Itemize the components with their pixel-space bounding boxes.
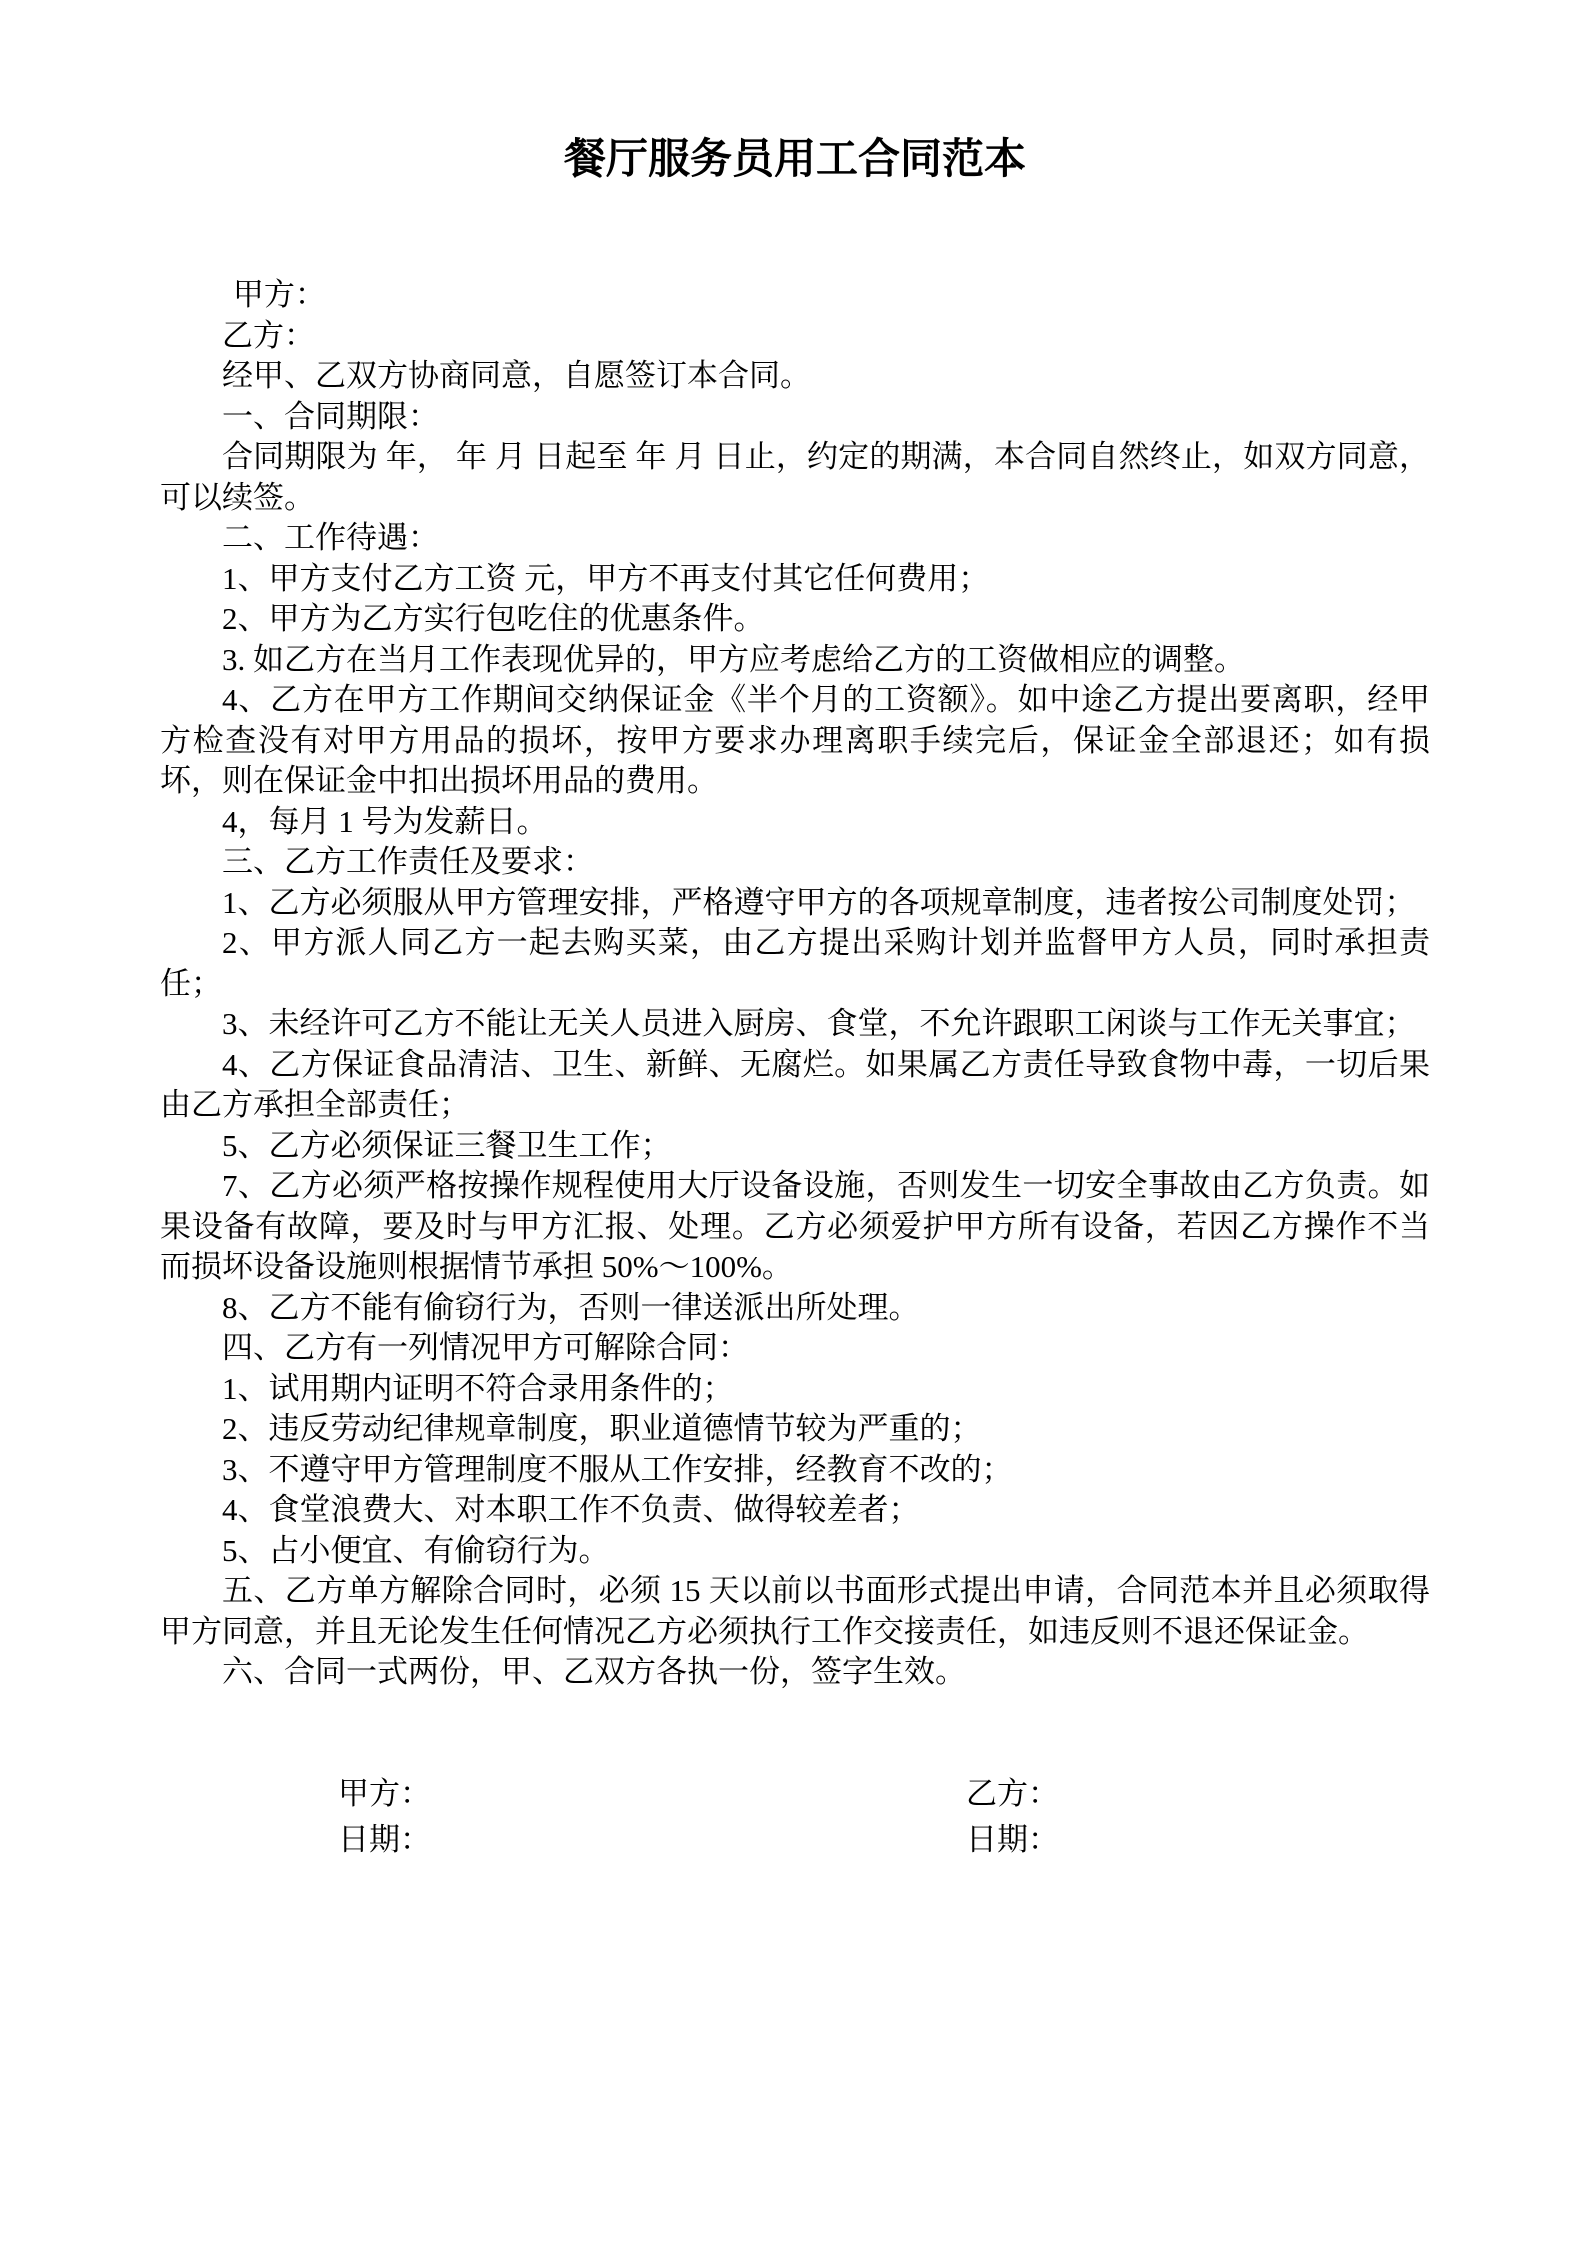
pay-clause-4-deposit: 4、乙方在甲方工作期间交纳保证金《半个月的工资额》。如中途乙方提出要离职，经甲方检查没有对甲方用品的损坏，按甲方要求办理离职手续完后，保证金全部退还；如有损坏，则在保证金中扣出损坏用品的费用。 xyxy=(160,682,1430,798)
duty-clause-3: 3、未经许可乙方不能让无关人员进入厨房、食堂，不允许跟职工闲谈与工作无关事宜； xyxy=(222,1006,1416,1041)
signature-row-dates xyxy=(160,1817,1430,1863)
section-1-term-body: 合同期限为 年， 年 月 日起至 年 月 日止，约定的期满，本合同自然终止，如双方同意，可以续签。 xyxy=(160,439,1430,515)
page-title: 餐厅服务员用工合同范本 xyxy=(563,137,1026,183)
party-b-signature-label: 乙方： xyxy=(966,1775,1059,1811)
duty-clause-2: 2、甲方派人同乙方一起去购买菜，由乙方提出采购计划并监督甲方人员，同时承担责任； xyxy=(160,925,1430,1001)
pay-clause-1: 1、甲方支付乙方工资 元，甲方不再支付其它任何费用； xyxy=(222,560,990,596)
section-6-copies-clause: 六、合同一式两份，甲、乙双方各执一份，签字生效。 xyxy=(222,1654,966,1689)
termination-clause-4: 4、食堂浪费大、对本职工作不负责、做得较差者； xyxy=(222,1492,920,1527)
termination-clause-1: 1、试用期内证明不符合录用条件的； xyxy=(222,1370,734,1406)
section-2-pay-heading: 二、工作待遇： xyxy=(222,520,439,555)
duty-clause-5: 5、乙方必须保证三餐卫生工作； xyxy=(222,1127,672,1163)
section-3-duty-heading: 三、乙方工作责任及要求： xyxy=(222,844,594,879)
section-5-resignation-clause: 五、乙方单方解除合同时，必须 15 天以前以书面形式提出申请，合同范本并且必须取得甲方同意，并且无论发生任何情况乙方必须执行工作交接责任，如违反则不退还保证金。 xyxy=(160,1573,1430,1649)
termination-clause-2: 2、违反劳动纪律规章制度，职业道德情节较为严重的； xyxy=(222,1411,982,1446)
signature-block xyxy=(160,1771,1430,1863)
party-a-signature-label: 甲方： xyxy=(338,1775,431,1811)
section-1-term-heading: 一、合同期限： xyxy=(222,398,439,434)
pay-clause-payday: 4，每月 1 号为发薪日。 xyxy=(222,803,548,839)
party-b-label-line: 乙方： xyxy=(222,317,315,353)
duty-clause-1: 1、乙方必须服从甲方管理安排，严格遵守甲方的各项规章制度，违者按公司制度处罚； xyxy=(222,884,1416,920)
duty-clause-4: 4、乙方保证食品清洁、卫生、新鲜、无腐烂。如果属乙方责任导致食物中毒，一切后果由乙方承担全部责任； xyxy=(160,1046,1430,1122)
section-4-termination-heading: 四、乙方有一列情况甲方可解除合同： xyxy=(222,1330,749,1365)
duty-clause-7: 7、乙方必须严格按操作规程使用大厅设备设施，否则发生一切安全事故由乙方负责。如果设备有故障，要及时与甲方汇报、处理。乙方必须爱护甲方所有设备，若因乙方操作不当而损坏设备设施则根据情节承担 50%～100%。 xyxy=(160,1168,1430,1284)
termination-clause-3: 3、不遵守甲方管理制度不服从工作安排，经教育不改的； xyxy=(222,1451,1013,1487)
party-a-date-label: 日期： xyxy=(338,1821,431,1857)
termination-clause-5: 5、占小便宜、有偷窃行为。 xyxy=(222,1532,610,1568)
party-a-label-line: 甲方： xyxy=(232,277,326,312)
signature-row-parties xyxy=(160,1771,1430,1817)
party-b-date-label: 日期： xyxy=(966,1821,1059,1857)
duty-clause-8: 8、乙方不能有偷窃行为，否则一律送派出所处理。 xyxy=(222,1289,920,1325)
pay-clause-3: 3. 如乙方在当月工作表现优异的，甲方应考虑给乙方的工资做相应的调整。 xyxy=(222,641,1245,677)
intro-paragraph: 经甲、乙双方协商同意，自愿签订本合同。 xyxy=(222,358,811,393)
pay-clause-2: 2、甲方为乙方实行包吃住的优惠条件。 xyxy=(222,601,765,636)
